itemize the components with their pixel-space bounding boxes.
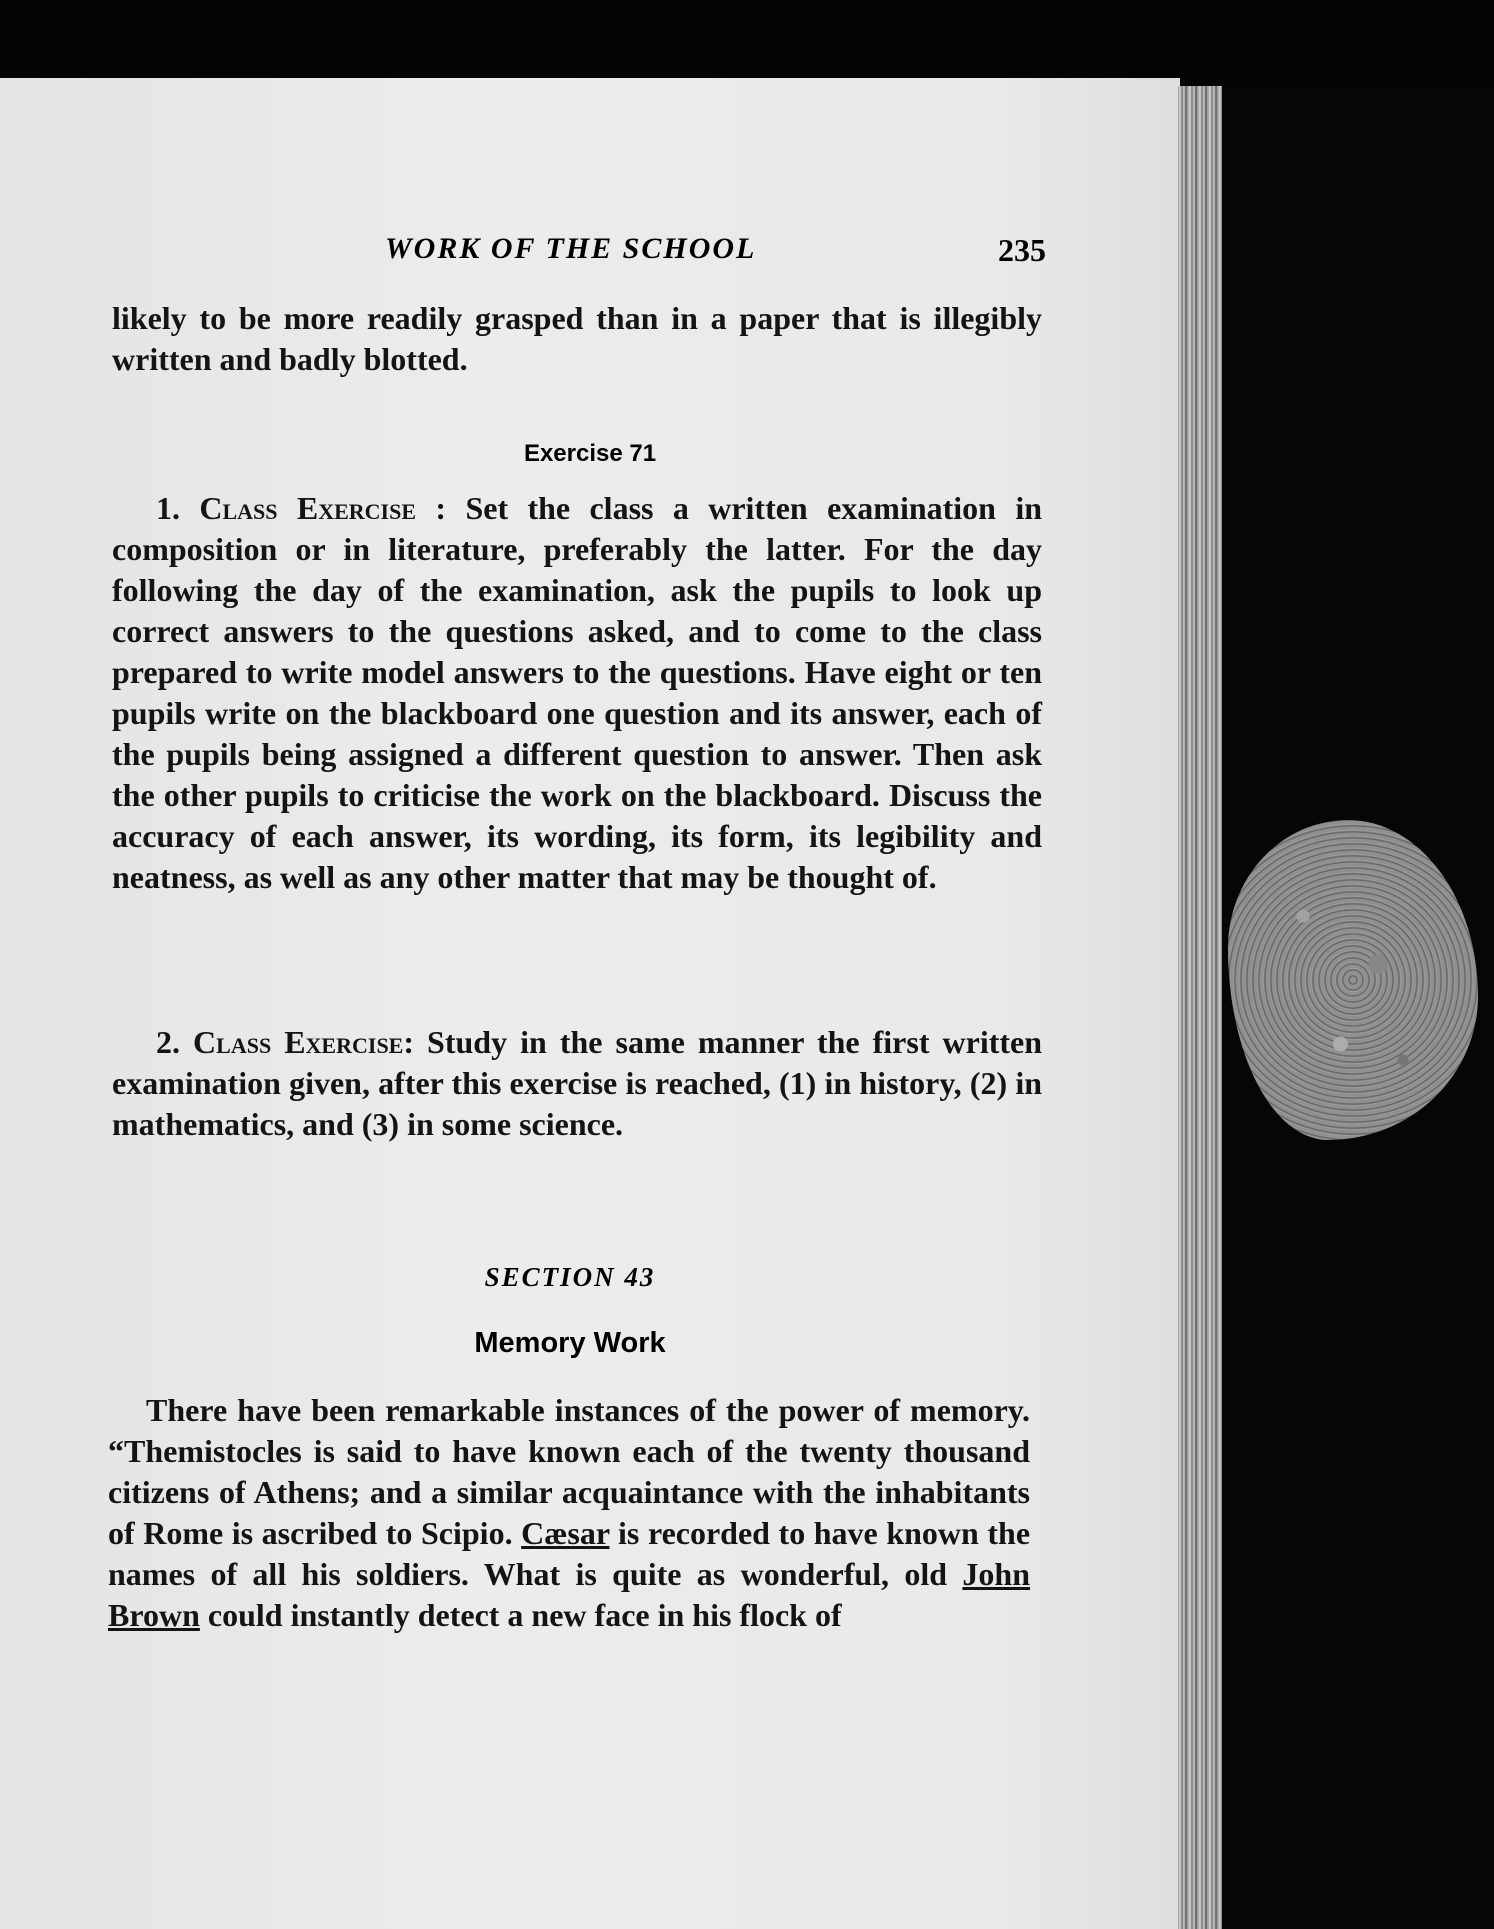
item-body: Set the class a written examination in composition or in literature, preferably the latter. For the day following the day of the examination, ask the pupils to look up correct answers to the questions asked, and to come to the class prepared to write model answers to the questions. Have eight or ten pupils write on the blackboard one question and its answer, each of the pupils being assigned a different question to answer. Then ask the other pupils to criticise the work on the blackboard. Discuss the accuracy of each answer, its wording, its form, its legibility and neatness, as well as any other matter that may be thought of. bbox=[112, 490, 1043, 895]
caesar-underlined: Cæsar bbox=[521, 1515, 610, 1551]
intro-paragraph bbox=[112, 298, 1042, 380]
item-label: Class Exercise : bbox=[199, 490, 447, 526]
page-number: 235 bbox=[998, 232, 1046, 268]
exercise-item-2 bbox=[112, 1022, 1042, 1145]
item-label: Class Exercise: bbox=[193, 1024, 415, 1060]
page-edges bbox=[1178, 86, 1222, 1929]
exercise-item-2-text bbox=[112, 1022, 1042, 1145]
scan-top-border bbox=[0, 0, 1494, 80]
john-brown-underlined: John Brown bbox=[108, 1556, 1031, 1633]
exercise-title: Exercise 71 bbox=[523, 440, 657, 467]
memory-part-1: There have been remarkable instances of the power of memory. “Themistocles is said to have known each of the twenty thousand citizens of Athens; and a similar acquaintance with the inhabitants of Rome is ascribed to Scipio. bbox=[108, 1392, 1030, 1551]
item-number: 2. bbox=[156, 1024, 180, 1060]
memory-text bbox=[108, 1390, 1030, 1636]
memory-part-2: is recorded to have known the names of all his soldiers. What is quite as wonderful, old bbox=[108, 1515, 1031, 1592]
exercise-item-1 bbox=[112, 488, 1042, 898]
running-head: WORK OF THE SCHOOL bbox=[385, 232, 757, 265]
memory-paragraph bbox=[108, 1390, 1030, 1636]
exercise-item-1-text bbox=[112, 488, 1042, 898]
section-label: SECTION 43 bbox=[484, 1262, 656, 1292]
item-body: Study in the same manner the first written examination given, after this exercise is reached, (1) in history, (2) in mathematics, and (3) in some science. bbox=[112, 1024, 1043, 1142]
memory-part-3: could instantly detect a new face in his flock of bbox=[207, 1597, 842, 1633]
intro-text: likely to be more readily grasped than in a paper that is illegibly written and badly blotted. bbox=[112, 300, 1042, 377]
item-number: 1. bbox=[156, 490, 180, 526]
section-title: Memory Work bbox=[474, 1327, 666, 1359]
